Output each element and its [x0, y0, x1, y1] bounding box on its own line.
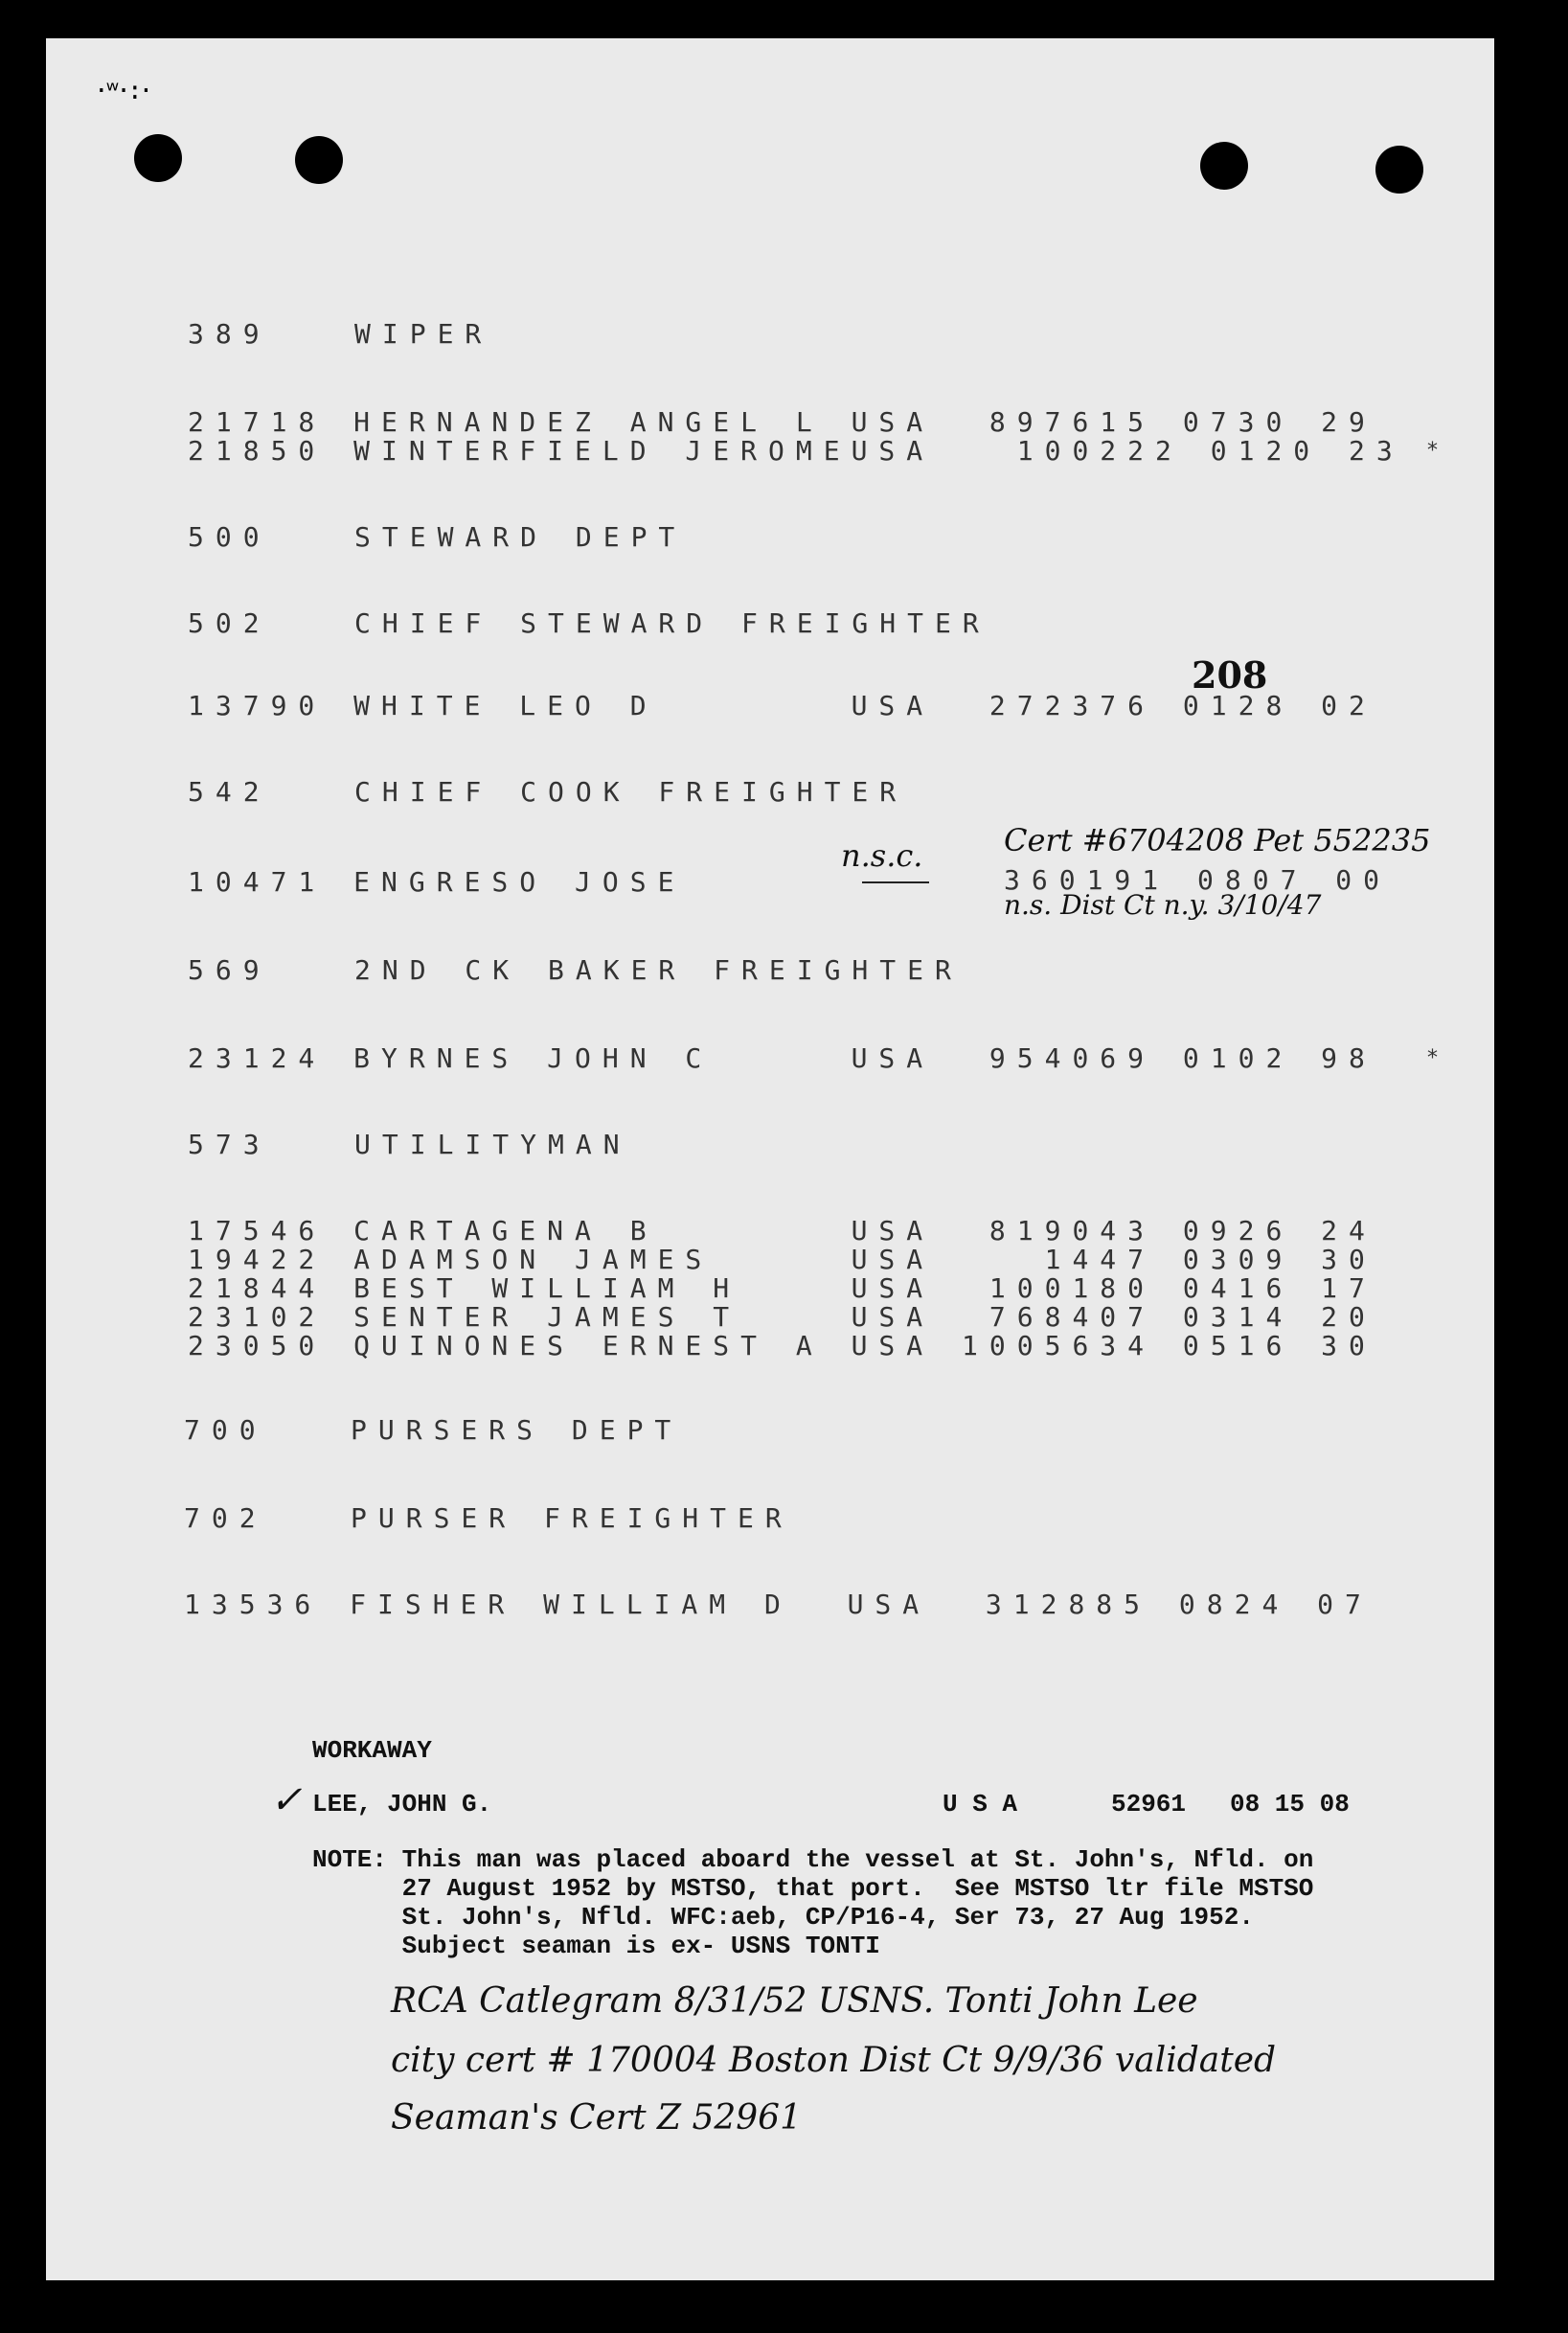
- crew-row: 21850 WINTERFIELD JEROMEUSA 100222 0120 23: [188, 435, 1404, 467]
- crew-row-values: 360191 0807 00: [1004, 864, 1392, 896]
- section-code: 502: [188, 607, 271, 639]
- crew-row: 19422 ADAMSON JAMES USA 1447 0309 30: [188, 1244, 1376, 1275]
- section-code: 702: [184, 1502, 267, 1534]
- crew-row: 17546 CARTAGENA B USA 819043 0926 24: [188, 1215, 1376, 1247]
- section-code: 500: [188, 521, 271, 553]
- note-line: Subject seaman is ex- USNS TONTI: [312, 1932, 880, 1960]
- crew-row: 10471 ENGRESO JOSE: [188, 866, 686, 898]
- crew-row: 23102 SENTER JAMES T USA 768407 0314 20: [188, 1301, 1376, 1333]
- note-line: 27 August 1952 by MSTSO, that port. See MSTSO ltr file MSTSO: [312, 1874, 1314, 1903]
- section-title: UTILITYMAN: [354, 1129, 631, 1160]
- handwritten-annotation: n.s.c.: [841, 837, 923, 874]
- handwritten-annotation: n.s. Dist Ct n.y. 3/10/47: [1004, 889, 1322, 921]
- workaway-date: 08 15 08: [1230, 1790, 1350, 1818]
- section-title: CHIEF STEWARD FREIGHTER: [354, 607, 990, 639]
- section-code: 700: [184, 1414, 267, 1446]
- handwritten-line: RCA Catlegram 8/31/52 USNS. Tonti John Lee: [391, 1981, 1198, 2021]
- punch-hole: [1375, 146, 1423, 194]
- punch-hole: [1200, 142, 1248, 190]
- note-line: St. John's, Nfld. WFC:aeb, CP/P16-4, Ser 73, 27 Aug 1952.: [312, 1903, 1254, 1932]
- handwritten-annotation: Cert #6704208 Pet 552235: [1004, 822, 1431, 858]
- workaway-nationality: U S A: [943, 1790, 1018, 1818]
- punch-hole: [134, 134, 182, 182]
- asterisk-mark: *: [1427, 439, 1438, 463]
- check-mark: ✓: [270, 1778, 303, 1822]
- asterisk-mark: *: [1427, 1046, 1438, 1070]
- workaway-number: 52961: [1111, 1790, 1187, 1818]
- crew-row: 21844 BEST WILLIAM H USA 100180 0416 17: [188, 1272, 1376, 1304]
- crew-row: 23050 QUINONES ERNEST A USA 1005634 0516 30: [188, 1330, 1376, 1361]
- section-title: PURSER FREIGHTER: [351, 1502, 793, 1534]
- handwritten-line: Seaman's Cert Z 52961: [391, 2098, 802, 2138]
- section-code: 389: [188, 318, 271, 350]
- section-code: 542: [188, 776, 271, 808]
- section-title: WIPER: [354, 318, 493, 350]
- strikeout-line: [862, 881, 929, 883]
- crew-row: 13536 FISHER WILLIAM D USA 312885 0824 07: [184, 1589, 1373, 1620]
- section-title: 2ND CK BAKER FREIGHTER: [354, 954, 963, 986]
- section-title: STEWARD DEPT: [354, 521, 687, 553]
- document-page: [46, 38, 1494, 2280]
- workaway-name: LEE, JOHN G.: [312, 1790, 492, 1818]
- section-code: 573: [188, 1129, 271, 1160]
- section-title: CHIEF COOK FREIGHTER: [354, 776, 908, 808]
- handwritten-line: city cert # 170004 Boston Dist Ct 9/9/36 validated: [391, 2041, 1277, 2080]
- workaway-heading: WORKAWAY: [312, 1736, 432, 1765]
- crew-row: 23124 BYRNES JOHN C USA 954069 0102 98: [188, 1042, 1376, 1074]
- ink-specks: ·ʷ·:·: [94, 77, 150, 105]
- crew-row: 13790 WHITE LEO D USA 272376 0128 02: [188, 690, 1376, 721]
- punch-hole: [295, 136, 343, 184]
- note-line: NOTE: This man was placed aboard the vessel at St. John's, Nfld. on: [312, 1845, 1314, 1874]
- crew-row: 21718 HERNANDEZ ANGEL L USA 897615 0730 29: [188, 406, 1376, 438]
- section-title: PURSERS DEPT: [351, 1414, 683, 1446]
- page-number: 208: [1192, 653, 1268, 697]
- section-code: 569: [188, 954, 271, 986]
